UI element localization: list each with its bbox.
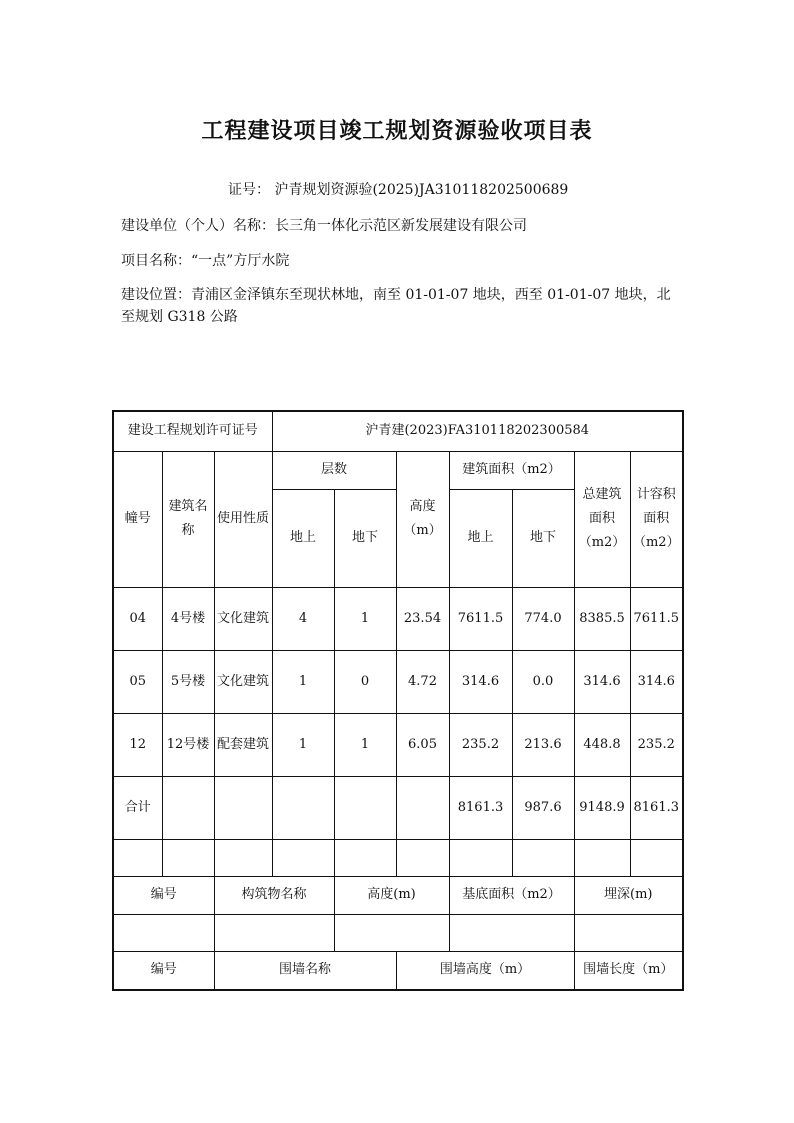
permit-value: 沪青建(2023)FA310118202300584 [272,411,683,451]
header-total-area: 总建筑面积（m2） [574,451,630,587]
row-far: 7611.5 [630,587,683,650]
empty-cell [162,839,214,876]
certificate-number: 证号： 沪青规划资源验(2025)JA310118202500689 [228,182,569,198]
document-title: 工程建设项目竣工规划资源验收项目表 [201,118,593,144]
row-floors-above: 4 [272,587,334,650]
wall-no-header: 编号 [113,951,214,990]
row-area-below: 0.0 [512,650,574,713]
empty-cell [214,776,272,839]
totals-label: 合计 [113,776,162,839]
wall-length-header: 围墙长度（m） [574,951,683,990]
build-location: 建设位置：青浦区金泽镇东至现状林地，南至 01-01-07 地块，西至 01-01-07 地块，北至规划 G318 公路 [121,287,671,325]
structure-name-header: 构筑物名称 [214,876,334,914]
empty-cell [449,914,574,951]
row-area-above: 314.6 [449,650,512,713]
totals-area-below: 987.6 [512,776,574,839]
row-usage: 文化建筑 [214,650,272,713]
empty-cell [113,914,214,951]
row-far: 314.6 [630,650,683,713]
row-total: 8385.5 [574,587,630,650]
empty-cell [512,839,574,876]
header-far-area: 计容积面积（m2） [630,451,683,587]
row-usage: 配套建筑 [214,713,272,776]
blank-row [113,839,683,876]
row-area-above: 235.2 [449,713,512,776]
row-height: 4.72 [396,650,449,713]
header-floors-above: 地上 [272,489,334,587]
builder-name: 建设单位（个人）名称：长三角一体化示范区新发展建设有限公司 [121,218,527,234]
row-floors-above: 1 [272,650,334,713]
empty-cell [214,839,272,876]
row-no: 04 [113,587,162,650]
totals-row [113,776,683,839]
wall-header-row [113,951,683,990]
structure-depth-header: 埋深(m) [574,876,683,914]
structure-height-header: 高度(m) [334,876,449,914]
empty-cell [574,914,683,951]
empty-cell [574,839,630,876]
empty-cell [272,839,334,876]
row-usage: 文化建筑 [214,587,272,650]
empty-cell [449,839,512,876]
row-height: 6.05 [396,713,449,776]
permit-row [113,411,683,451]
row-area-below: 774.0 [512,587,574,650]
table-row [113,587,683,650]
header-area-below: 地下 [512,489,574,587]
table-row [113,650,683,713]
permit-label: 建设工程规划许可证号 [113,411,272,451]
row-floors-below: 1 [334,587,396,650]
wall-height-header: 围墙高度（m） [396,951,574,990]
header-height: 高度（m） [396,451,449,587]
wall-name-header: 围墙名称 [214,951,396,990]
empty-cell [396,776,449,839]
totals-far: 8161.3 [630,776,683,839]
header-row-1 [113,451,683,489]
table-row [113,713,683,776]
empty-cell [214,914,334,951]
header-building-no: 幢号 [113,451,162,587]
header-area-above: 地上 [449,489,512,587]
row-total: 448.8 [574,713,630,776]
row-name: 12号楼 [162,713,214,776]
structure-no-header: 编号 [113,876,214,914]
empty-cell [334,914,449,951]
row-floors-below: 0 [334,650,396,713]
header-floor-area: 建筑面积（m2） [449,451,574,489]
row-far: 235.2 [630,713,683,776]
empty-cell [162,776,214,839]
empty-cell [334,776,396,839]
row-floors-below: 1 [334,713,396,776]
header-floors-below: 地下 [334,489,396,587]
row-no: 12 [113,713,162,776]
row-height: 23.54 [396,587,449,650]
row-floors-above: 1 [272,713,334,776]
row-area-above: 7611.5 [449,587,512,650]
empty-cell [396,839,449,876]
empty-cell [630,839,683,876]
project-name: 项目名称：“一点”方厅水院 [121,253,290,269]
structure-base-area-header: 基底面积（m2） [449,876,574,914]
acceptance-table [112,410,684,991]
empty-cell [113,839,162,876]
header-floors: 层数 [272,451,396,489]
structure-empty-row [113,914,683,951]
totals-area-above: 8161.3 [449,776,512,839]
row-area-below: 213.6 [512,713,574,776]
row-total: 314.6 [574,650,630,713]
row-name: 4号楼 [162,587,214,650]
row-no: 05 [113,650,162,713]
structure-header-row [113,876,683,914]
empty-cell [272,776,334,839]
empty-cell [334,839,396,876]
row-name: 5号楼 [162,650,214,713]
totals-total: 9148.9 [574,776,630,839]
header-usage: 使用性质 [214,451,272,587]
header-building-name: 建筑名称 [162,451,214,587]
